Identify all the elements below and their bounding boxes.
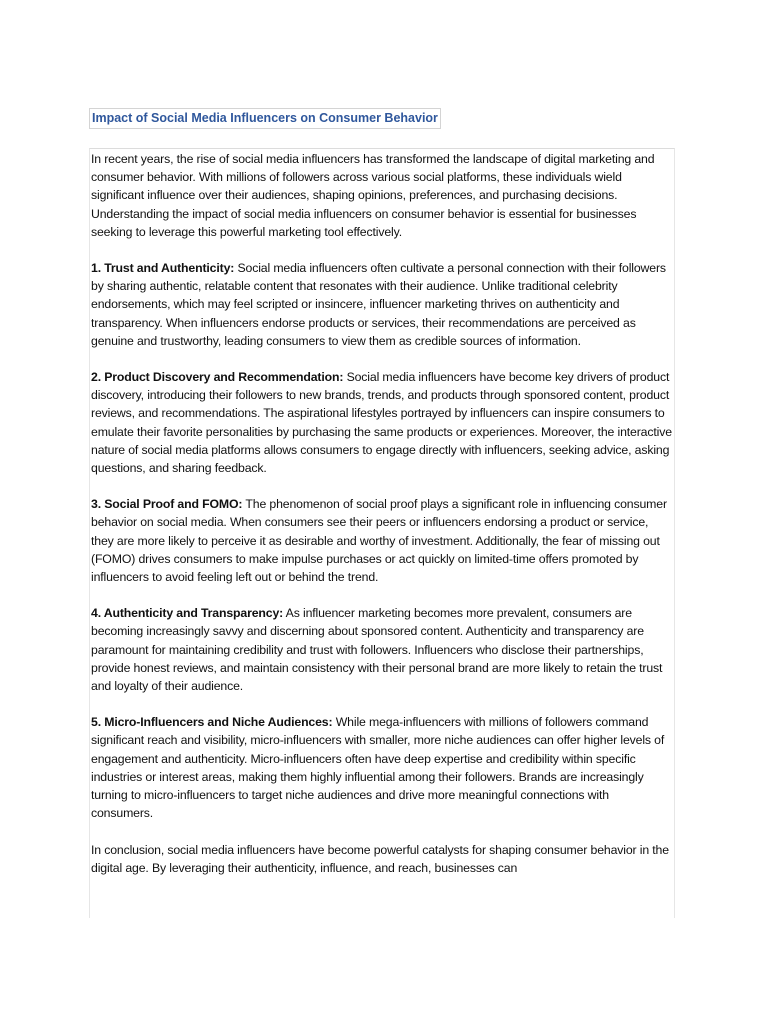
- section-heading: 4. Authenticity and Transparency:: [91, 606, 284, 621]
- section-text: Social media influencers have become key drivers of product discovery, introducing their followers to new brands, trends, and products through sponsored content, product reviews, and recommendations. The aspirational lifestyles portrayed by influencers can inspire consumers to emulate their favorite personalities by purchasing the same products or experiences. Moreover, the interactive nature of social media platforms allows consumers to engage directly with influencers, seeking advice, asking questions, and sharing feedback.: [91, 370, 672, 476]
- section-heading: 1. Trust and Authenticity:: [91, 261, 235, 276]
- section-text: As influencer marketing becomes more prevalent, consumers are becoming increasingly savvy and discerning about sponsored content. Authenticity and transparency are paramount for maintaining credibility and trust with followers. Influencers who disclose their partnerships, provide honest reviews, and maintain consistency with their personal brand are more likely to retain the trust and loyalty of their audience.: [91, 606, 663, 694]
- page-title: Impact of Social Media Influencers on Consumer Behavior: [89, 108, 441, 129]
- intro-paragraph: In recent years, the rise of social media influencers has transformed the landscape of digital marketing and consumer behavior. With millions of followers across various social platforms, these individuals wield significant influence over their audiences, shaping opinions, preferences, and purchasing decisions. Understanding the impact of social media influencers on consumer behavior is essential for businesses seeking to leverage this powerful marketing tool effectively.: [91, 152, 655, 239]
- conclusion-paragraph: In conclusion, social media influencers have become powerful catalysts for shaping consumer behavior in the digital age. By leveraging their authenticity, influence, and reach, businesses can: [91, 842, 669, 875]
- section-paragraph-trust: [91, 259, 674, 350]
- section-heading: 2. Product Discovery and Recommendation:: [91, 370, 344, 385]
- section-heading: 5. Micro-Influencers and Niche Audiences:: [91, 715, 333, 730]
- document-body: [89, 148, 675, 918]
- section-text: Social media influencers often cultivate a personal connection with their followers by sharing authentic, relatable content that resonates with their audience. Unlike traditional celebrity endorsements, which may feel scripted or insincere, influencer marketing thrives on authenticity and transparency. When influencers endorse products or services, their recommendations are perceived as genuine and trustworthy, leading consumers to view them as credible sources of information.: [91, 261, 666, 348]
- section-paragraph-social-proof: [91, 495, 674, 586]
- section-text: While mega-influencers with millions of followers command significant reach and visibility, micro-influencers with smaller, more niche audiences can offer higher levels of engagement and authenticity. Micro-influencers often have deep expertise and credibility within specific industries or interest areas, making them highly influential among their followers. Brands are increasingly turning to micro-influencers to target niche audiences and drive more meaningful connections with consumers.: [91, 715, 665, 821]
- section-text: The phenomenon of social proof plays a significant role in influencing consumer behavior on social media. When consumers see their peers or influencers endorsing a product or service, they are more likely to perceive it as desirable and worthy of investment. Additionally, the fear of missing out (FOMO) drives consumers to make impulse purchases or act quickly on limited-time offers promoted by influencers to avoid feeling left out or behind the trend.: [91, 497, 667, 585]
- section-paragraph-micro-influencers: [91, 713, 674, 822]
- section-heading: 3. Social Proof and FOMO:: [91, 497, 243, 512]
- section-paragraph-transparency: [91, 604, 674, 695]
- section-paragraph-discovery: [91, 368, 674, 477]
